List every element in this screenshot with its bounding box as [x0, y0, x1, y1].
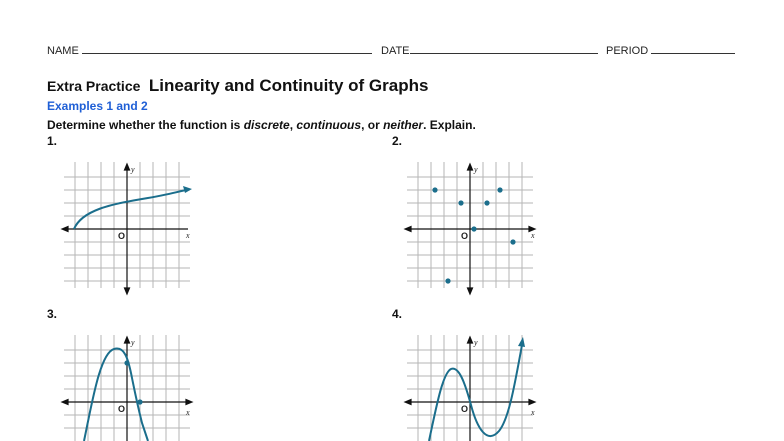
axes: [405, 164, 535, 294]
y-axis-label: y: [131, 165, 135, 174]
point: [471, 226, 476, 231]
x-intercept-point: [137, 399, 142, 404]
x-axis-label: x: [186, 231, 190, 240]
x-axis-label: x: [186, 408, 190, 417]
points: [432, 187, 515, 283]
curve-arrow: [183, 186, 192, 193]
name-field: [47, 44, 372, 57]
point: [497, 187, 502, 192]
problem-2-number: 2.: [392, 134, 403, 148]
origin-label: O: [118, 404, 126, 414]
graph-4: [405, 333, 540, 441]
date-field: [381, 44, 598, 57]
point: [510, 239, 515, 244]
y-axis-label: y: [474, 338, 478, 347]
x-axis-label: x: [531, 231, 535, 240]
curve: [84, 349, 148, 441]
problem-3-number: 3.: [47, 307, 58, 321]
origin-label: O: [461, 231, 469, 241]
problem-4-number: 4.: [392, 307, 403, 321]
y-intercept-point: [124, 360, 129, 365]
y-axis-label: y: [474, 165, 478, 174]
curve: [74, 190, 186, 229]
directions-part1: Determine whether the function is: [47, 118, 244, 132]
title-main: Linearity and Continuity of Graphs: [148, 76, 429, 95]
period-label: PERIOD: [606, 45, 649, 57]
directions-comma1: ,: [289, 118, 297, 132]
examples-link[interactable]: Examples 1 and 2: [47, 99, 148, 113]
point: [432, 187, 437, 192]
page-title: [47, 76, 428, 96]
y-axis-label: y: [131, 338, 135, 347]
directions-continuous: continuous: [296, 118, 362, 132]
x-axis-label: x: [531, 408, 535, 417]
name-label: NAME: [47, 45, 79, 57]
problem-1-number: 1.: [47, 134, 58, 148]
directions: [47, 118, 476, 132]
period-blank[interactable]: [651, 44, 735, 54]
curve: [429, 345, 522, 441]
graph-3: [62, 333, 197, 441]
point: [458, 200, 463, 205]
directions-part2: . Explain.: [423, 118, 476, 132]
date-blank[interactable]: [410, 44, 598, 54]
date-label: DATE: [381, 45, 410, 57]
axes: [62, 164, 188, 294]
origin-label: O: [118, 231, 126, 241]
period-field: [606, 44, 735, 57]
directions-discrete: discrete: [243, 118, 290, 132]
name-blank[interactable]: [82, 44, 372, 54]
point: [445, 278, 450, 283]
title-prefix: Extra Practice: [47, 78, 141, 94]
graph-1: [62, 160, 197, 295]
origin-label: O: [461, 404, 469, 414]
directions-comma2: , or: [361, 118, 384, 132]
graph-2: [405, 160, 540, 295]
directions-neither: neither: [383, 118, 424, 132]
point: [484, 200, 489, 205]
